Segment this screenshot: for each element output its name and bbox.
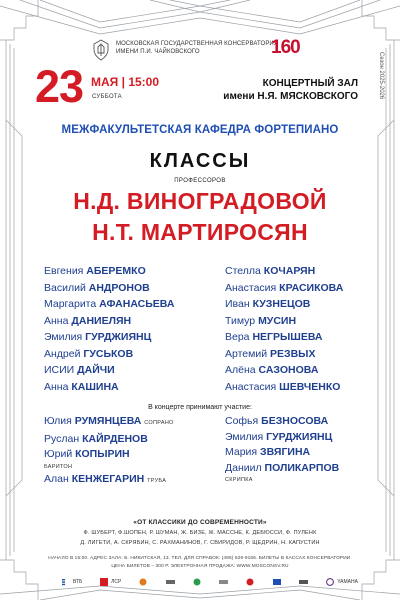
student-last-name: КАШИНА (71, 380, 119, 393)
participant-first-name: Руслан (44, 432, 80, 445)
student-last-name: МУСИН (258, 314, 297, 327)
date-weekday: СУББОТА (92, 94, 122, 100)
conservatory-line-2: ИМЕНИ П.И. ЧАЙКОВСКОГО (116, 49, 200, 55)
student-item (44, 296, 174, 313)
student-last-name: ШЕВЧЕНКО (279, 380, 341, 393)
sponsor-logo (193, 578, 202, 586)
sponsor-mark-icon (246, 578, 255, 586)
student-last-name: ГУРДЖИЯНЦ (85, 331, 152, 343)
department-title: МЕЖФАКУЛЬТЕТСКАЯ КАФЕДРА ФОРТЕПИАНО (61, 124, 339, 136)
participants-right-column (225, 414, 339, 485)
participant-last-name: КАЙРДЕНОВ (82, 432, 148, 445)
participant-last-name: ГУРДЖИЯНЦ (266, 430, 333, 443)
student-first-name: Алёна (225, 364, 256, 376)
sponsor-logo (299, 578, 308, 586)
sponsor-logo (273, 578, 282, 586)
participant-last-name: КОПЫРИН (75, 448, 130, 460)
professors-label: ПРОФЕССОРОВ (174, 178, 226, 184)
student-item (225, 346, 343, 363)
participant-last-name: РУМЯНЦЕВА (74, 415, 142, 427)
participant-item (225, 461, 339, 477)
sponsor-mark-icon (299, 578, 308, 586)
student-item (225, 379, 343, 396)
participant-role: БАРИТОН (44, 463, 73, 470)
students-left-column (44, 263, 174, 395)
student-last-name: АФАНАСЬЕВА (99, 298, 175, 310)
participant-first-name: Даниил (225, 461, 262, 474)
classes-heading: КЛАССЫ (149, 150, 251, 172)
season-label: Сезон 2025-2026 (378, 52, 384, 100)
ticket-info: ЦЕНА БИЛЕТОВ – 300 Р. ЭЛЕКТРОННАЯ ПРОДАЖА: WWW.MOSCONSV.RU (111, 564, 289, 569)
venue-info: НАЧАЛО В 15:00. АДРЕС ЗАЛА: Б. НИКИТСКАЯ, 13. ТЕЛ. ДЛЯ СПРАВОК: (495) 629-9166. БИЛЕТЫ В КАССАХ КОНСЕРВАТОРИИ. (48, 556, 352, 561)
student-first-name: Анна (44, 314, 69, 327)
participant-role: СОПРАНО (144, 420, 174, 426)
hall-line-1: КОНЦЕРТНЫЙ ЗАЛ (262, 78, 358, 89)
student-last-name: РЕЗВЫХ (270, 347, 316, 360)
sponsor-logo-yamaha (326, 578, 358, 586)
sponsor-logo (139, 578, 148, 586)
participant-item (44, 447, 174, 463)
student-first-name: Маргарита (44, 298, 97, 310)
student-first-name: Иван (225, 298, 250, 310)
student-item (44, 263, 174, 280)
participant-first-name: Юрий (44, 448, 73, 460)
student-last-name: ДАЙЧИ (77, 364, 115, 376)
sponsor-logo (166, 578, 175, 586)
students-right-column (225, 263, 343, 395)
conservatory-emblem-icon (90, 38, 112, 62)
participant-item (44, 472, 174, 490)
student-item (225, 362, 343, 379)
sponsor-mark-icon (273, 578, 282, 586)
lsr-logo-icon (100, 578, 109, 586)
student-item (44, 379, 174, 396)
sponsor-mark-icon (193, 578, 202, 586)
yamaha-logo-icon (326, 578, 335, 586)
student-item (225, 313, 343, 330)
student-last-name: АБЕРЕМКО (86, 265, 146, 277)
program-composers-1: Ф. ШУБЕРТ, Ф.ШОПЕН, Р. ШУМАН, Ж. БИЗЕ, Ж. МАССНЕ, К. ДЕБЮССИ, Ф. ПУЛЕНК (83, 530, 317, 536)
sponsor-logo-lsr (100, 578, 121, 586)
participant-last-name: ЗВЯГИНА (260, 446, 311, 458)
student-last-name: САЗОНОВА (258, 364, 319, 376)
participant-first-name: Эмилия (225, 430, 264, 443)
participant-last-name: КЕНЖЕГАРИН (71, 472, 145, 485)
student-first-name: Вера (225, 331, 250, 343)
student-last-name: АНДРОНОВ (88, 281, 150, 294)
vtb-logo-icon (62, 578, 71, 586)
student-item (44, 346, 174, 363)
sponsor-mark-icon (139, 578, 148, 586)
hall-line-2: имени Н.Я. МЯСКОВСКОГО (223, 91, 358, 102)
student-last-name: КОЧАРЯН (263, 265, 316, 277)
concert-hall (210, 77, 358, 103)
student-first-name: ИСИИ (44, 364, 75, 376)
sponsor-logo (246, 578, 255, 586)
sponsor-mark-icon (219, 578, 228, 586)
student-first-name: Анна (44, 380, 69, 393)
student-last-name: НЕГРЫШЕВА (252, 331, 323, 343)
participant-item (44, 414, 174, 432)
participant-role: СКРИПКА (225, 477, 253, 483)
student-first-name: Евгения (44, 265, 84, 277)
participation-label: В концерте принимают участие: (148, 404, 252, 411)
sponsor-mark-icon (166, 578, 175, 586)
participant-item (225, 414, 339, 430)
student-last-name: КУЗНЕЦОВ (252, 298, 311, 310)
student-item (225, 329, 343, 346)
sponsor-name: ЛСР (111, 579, 122, 585)
conservatory-name (116, 40, 286, 56)
participants-left-column (44, 414, 174, 489)
student-first-name: Андрей (44, 347, 81, 360)
program-title: «ОТ КЛАССИКИ ДО СОВРЕМЕННОСТИ» (133, 519, 267, 526)
sponsor-name: ВТБ (73, 579, 83, 585)
sponsor-logo (219, 578, 228, 586)
participant-first-name: Софья (225, 415, 259, 427)
student-item (44, 280, 174, 297)
sponsor-logo-vtb (62, 578, 82, 586)
participant-first-name: Алан (44, 472, 69, 485)
participant-role: ТРУБА (147, 477, 167, 484)
student-first-name: Артемий (225, 347, 268, 360)
student-item (225, 296, 343, 313)
participant-last-name: БЕЗНОСОВА (261, 415, 329, 427)
student-item (44, 362, 174, 379)
student-first-name: Анастасия (225, 380, 277, 393)
student-last-name: ГУСЬКОВ (83, 347, 134, 360)
date-month-time: МАЯ | 15:00 (91, 75, 160, 89)
student-item (44, 329, 174, 346)
student-item (44, 313, 174, 330)
student-item (225, 280, 343, 297)
professor-name-1: Н.Д. ВИНОГРАДОВОЙ (73, 188, 327, 214)
student-last-name: ДАНИЕЛЯН (71, 314, 132, 327)
student-first-name: Анастасия (225, 281, 277, 294)
professor-name-2: Н.Т. МАРТИРОСЯН (92, 219, 308, 245)
student-last-name: КРАСИКОВА (279, 281, 344, 294)
program-composers-2: Д. ЛИГЕТИ, А. СКРЯБИН, С. РАХМАНИНОВ, Г. СВИРИДОВ, Р. ЩЕДРИН, Н. КАПУСТИН (80, 540, 320, 546)
student-first-name: Эмилия (44, 331, 83, 343)
participant-last-name: ПОЛИКАРПОВ (264, 461, 340, 474)
date-day: 23 (35, 61, 84, 112)
student-first-name: Василий (44, 281, 86, 294)
student-first-name: Стелла (225, 265, 261, 277)
conservatory-line-1: МОСКОВСКАЯ ГОСУДАРСТВЕННАЯ КОНСЕРВАТОРИЯ (116, 41, 279, 47)
sponsor-name: YAMAHA (337, 579, 358, 585)
student-item (225, 263, 343, 280)
participant-first-name: Мария (225, 446, 258, 458)
anniversary-logo: 160 (271, 37, 300, 58)
student-first-name: Тимур (225, 314, 256, 327)
participant-item (225, 430, 339, 446)
participant-item (44, 432, 174, 448)
sponsor-logos (62, 575, 358, 589)
participant-first-name: Юлия (44, 415, 72, 427)
participant-item (225, 445, 339, 461)
